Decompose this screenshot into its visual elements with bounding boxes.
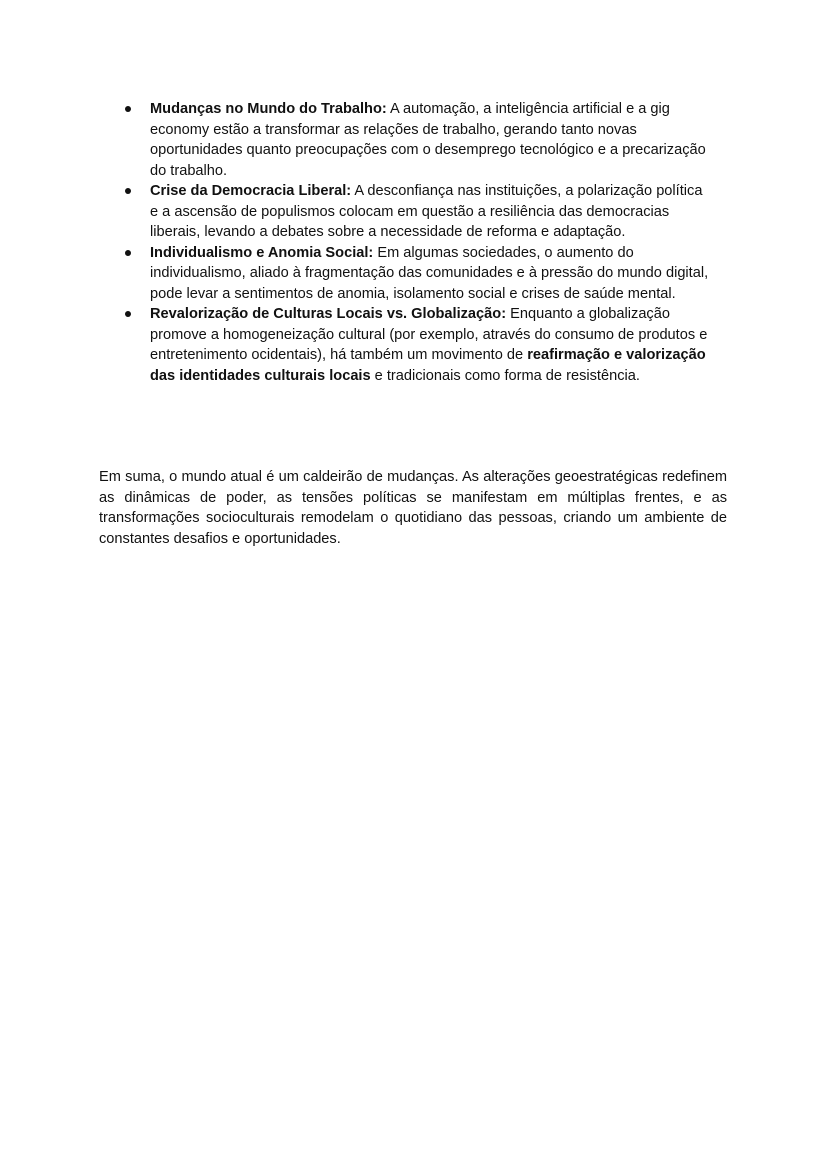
list-item xyxy=(122,99,712,181)
bullet-title: Revalorização de Culturas Locais vs. Globalização: xyxy=(150,306,507,322)
bullet-icon xyxy=(125,106,131,112)
bullet-title: Mudanças no Mundo do Trabalho: xyxy=(150,101,387,117)
bullet-text: A automação, a inteligência artificial e a gig economy estão a transformar as relações de trabalho, gerando tanto novas oportunidades quanto preocupações com o desemprego tecnológico e a precarização do trabalho. xyxy=(150,101,706,179)
bullet-text: A desconfiança nas instituições, a polarização política e a ascensão de populismos colocam em questão a resiliência das democracias liberais, levando a debates sobre a necessidade de reforma e adaptação. xyxy=(150,183,703,240)
bullet-title: Crise da Democracia Liberal: xyxy=(150,183,352,199)
bullet-text: Enquanto a globalização promove a homogeneização cultural (por exemplo, através do consumo de produtos e entretenimento ocidentais), há também um movimento de xyxy=(150,306,708,363)
bullet-icon xyxy=(125,250,131,256)
summary-paragraph: Em suma, o mundo atual é um caldeirão de mudanças. As alterações geoestratégicas redefinem as dinâmicas de poder, as tensões políticas se manifestam em múltiplas frentes, e as transformações socioculturais remodelam o quotidiano das pessoas, criando um ambiente de constantes desafios e oportunidades. xyxy=(99,469,727,547)
bullet-icon xyxy=(125,311,131,317)
bullet-emphasis: reafirmação e valorização das identidades culturais locais xyxy=(150,347,706,384)
list-item xyxy=(122,181,712,243)
list-item xyxy=(122,243,712,305)
bullet-text: Em algumas sociedades, o aumento do individualismo, aliado à fragmentação das comunidades e à pressão do mundo digital, pode levar a sentimentos de anomia, isolamento social e crises de saúde mental. xyxy=(150,244,709,302)
list-item xyxy=(122,304,712,386)
bullet-icon xyxy=(125,188,131,194)
bullet-title: Individualismo e Anomia Social: xyxy=(150,244,374,261)
bullet-text-end: e tradicionais como forma de resistência. xyxy=(370,367,640,384)
bullet-list xyxy=(122,99,712,386)
